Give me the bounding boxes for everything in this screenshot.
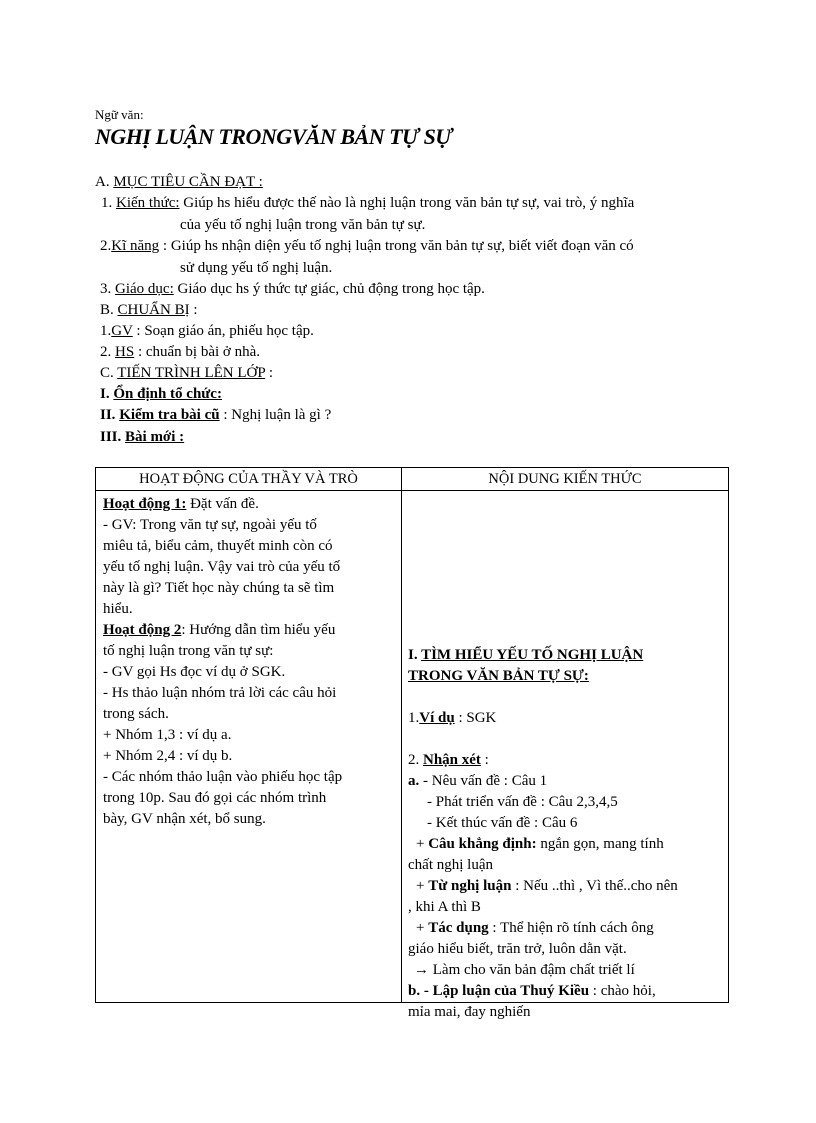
content-affirmative-label: Câu khẳng định: (428, 836, 537, 852)
section-c-suffix: : (265, 365, 274, 381)
objective-skill (100, 236, 634, 256)
prep-teacher-text: : Soạn giáo án, phiếu học tập. (132, 323, 314, 339)
activity-2-text: : Hướng dẫn tìm hiểu yếu (181, 622, 336, 638)
content-part-a (408, 771, 547, 792)
activity-line: - Hs thảo luận nhóm trả lời các câu hỏi (103, 685, 337, 701)
objective-education-label: Giáo dục: (115, 281, 174, 297)
activity-line: tố nghị luận trong văn tự sự: (103, 643, 274, 659)
prep-teacher-num: 1. (100, 323, 112, 339)
activity-line: - Các nhóm thảo luận vào phiếu học tập (103, 769, 343, 785)
content-argument-words (416, 876, 678, 897)
content-conclusion (414, 960, 635, 981)
table-row (96, 491, 729, 1003)
prep-student-text: : chuẩn bị bài ở nhà. (134, 344, 261, 360)
objective-knowledge-label: Kiến thức: (116, 195, 180, 211)
content-line: , khi A thì B (408, 899, 481, 915)
content-section-1-prefix: I. (408, 647, 422, 663)
section-a-heading (95, 172, 263, 192)
content-part-b-title: - Lập luận của Thuý Kiều (420, 983, 590, 999)
subject-label: Ngữ văn: (95, 107, 144, 122)
col-header-activities: HOẠT ĐỘNG CỦA THẦY VÀ TRÒ (96, 468, 402, 491)
content-line: - Phát triển vấn đề : Câu 2,3,4,5 (427, 794, 618, 810)
objective-education-num: 3. (100, 281, 115, 297)
objective-education-text: Giáo dục hs ý thức tự giác, chủ động trong học tập. (173, 281, 485, 297)
objective-skill-label: Kĩ năng (111, 238, 160, 254)
content-effect (416, 918, 654, 939)
page-title: NGHỊ LUẬN TRONGVĂN BẢN TỰ SỰ (95, 124, 452, 149)
content-example-text: : SGK (454, 710, 497, 726)
section-a-title: MỤC TIÊU CẦN ĐẠT : (113, 174, 263, 190)
content-cell (402, 491, 729, 1020)
step-organize-label: Ổn định tổ chức: (113, 386, 222, 402)
step-organize-prefix: I. (100, 386, 114, 402)
section-a-prefix: A. (95, 174, 114, 190)
col-header-content: NỘI DUNG KIẾN THỨC (402, 468, 729, 491)
objective-education (100, 279, 485, 299)
content-example (408, 708, 496, 729)
step-new-lesson (100, 427, 184, 447)
activity-line: trong 10p. Sau đó gọi các nhóm trình (103, 790, 327, 806)
prep-student-num: 2. (100, 344, 115, 360)
content-remark-text: : (480, 752, 489, 768)
prep-student-label: HS (115, 344, 135, 360)
content-part-b-label: b. (408, 983, 421, 999)
section-b-heading (100, 300, 198, 320)
activity-1-line (103, 494, 259, 515)
content-section-1 (408, 645, 643, 666)
activity-line: này là gì? Tiết học này chúng ta sẽ tìm (103, 580, 335, 596)
step-review (100, 405, 331, 425)
content-part-a-label: a. (408, 773, 420, 789)
content-argument-words-label: Từ nghị luận (428, 878, 512, 894)
objective-skill-cont: sử dụng yếu tố nghị luận. (180, 260, 333, 276)
content-argument-words-prefix: + (416, 878, 429, 894)
step-review-label: Kiểm tra bài cũ (119, 407, 220, 423)
content-affirmative (416, 834, 664, 855)
content-effect-text: : Thể hiện rõ tính cách ông (488, 920, 654, 936)
step-new-lesson-label: Bài mới : (125, 429, 185, 445)
prep-student (100, 342, 260, 362)
content-effect-prefix: + (416, 920, 429, 936)
content-line: chất nghị luận (408, 857, 493, 873)
content-example-num: 1. (408, 710, 420, 726)
step-review-text: : Nghị luận là gì ? (219, 407, 332, 423)
activity-line: + Nhóm 1,3 : ví dụ a. (103, 727, 232, 743)
content-affirmative-text: ngắn gọn, mang tính (536, 836, 664, 852)
content-section-1-title-cont: TRONG VĂN BẢN TỰ SỰ: (408, 668, 589, 684)
arrow-right-icon: → (414, 962, 429, 978)
activity-line: + Nhóm 2,4 : ví dụ b. (103, 748, 233, 764)
section-c-heading (100, 363, 273, 383)
content-line: - Kết thúc vấn đề : Câu 6 (427, 815, 578, 831)
content-remark-label: Nhận xét (423, 752, 481, 768)
objective-knowledge (101, 193, 634, 213)
prep-teacher (100, 321, 314, 341)
content-conclusion-text: Làm cho văn bản đậm chất triết lí (429, 962, 635, 978)
step-review-prefix: II. (100, 407, 120, 423)
step-new-lesson-prefix: III. (100, 429, 126, 445)
content-example-label: Ví dụ (419, 710, 455, 726)
section-c-title: TIẾN TRÌNH LÊN LỚP (117, 365, 266, 381)
activity-line: bày, GV nhận xét, bổ sung. (103, 811, 266, 827)
content-part-a-text: - Nêu vấn đề : Câu 1 (419, 773, 548, 789)
content-part-b (408, 981, 656, 1002)
objective-knowledge-text: Giúp hs hiểu được thế nào là nghị luận trong văn bản tự sự, vai trò, ý nghĩa (179, 195, 635, 211)
activity-line: miêu tả, biểu cảm, thuyết minh còn có (103, 538, 333, 554)
activity-1-text: Đặt vấn đề. (186, 496, 259, 512)
section-b-suffix: : (189, 302, 198, 318)
content-argument-words-text: : Nếu ..thì , Vì thế..cho nên (511, 878, 678, 894)
content-line: mỉa mai, đay nghiến (408, 1004, 531, 1020)
lesson-table (95, 467, 729, 1020)
objective-knowledge-cont: của yếu tố nghị luận trong văn bản tự sự. (180, 217, 426, 233)
activity-line: - GV: Trong văn tự sự, ngoài yếu tố (103, 517, 317, 533)
section-c-prefix: C. (100, 365, 118, 381)
section-b-title: CHUẨN BỊ (117, 302, 190, 318)
activity-2-label: Hoạt động 2 (103, 622, 182, 638)
activity-line: yếu tố nghị luận. Vậy vai trò của yếu tố (103, 559, 341, 575)
prep-teacher-label: GV (111, 323, 133, 339)
section-b-prefix: B. (100, 302, 118, 318)
activity-2-line (103, 620, 335, 641)
objective-knowledge-num: 1. (101, 195, 116, 211)
step-organize (100, 384, 222, 404)
activity-line: trong sách. (103, 706, 169, 722)
objective-skill-num: 2. (100, 238, 112, 254)
objective-skill-text: : Giúp hs nhận diện yếu tố nghị luận trong văn bản tự sự, biết viết đoạn văn có (159, 238, 634, 254)
content-line: giáo hiểu biết, trăn trở, luôn dằn vặt. (408, 941, 627, 957)
activity-line: - GV gọi Hs đọc ví dụ ở SGK. (103, 664, 286, 680)
content-effect-label: Tác dụng (428, 920, 489, 936)
activity-1-label: Hoạt động 1: (103, 496, 187, 512)
content-remark-num: 2. (408, 752, 423, 768)
activities-cell (96, 491, 402, 1003)
table-header-row (96, 468, 729, 491)
content-part-b-text: : chào hỏi, (589, 983, 656, 999)
activity-line: hiểu. (103, 601, 133, 617)
content-remark (408, 750, 489, 771)
content-section-1-title: TÌM HIỂU YẾU TỐ NGHỊ LUẬN (421, 647, 644, 663)
content-affirmative-prefix: + (416, 836, 429, 852)
